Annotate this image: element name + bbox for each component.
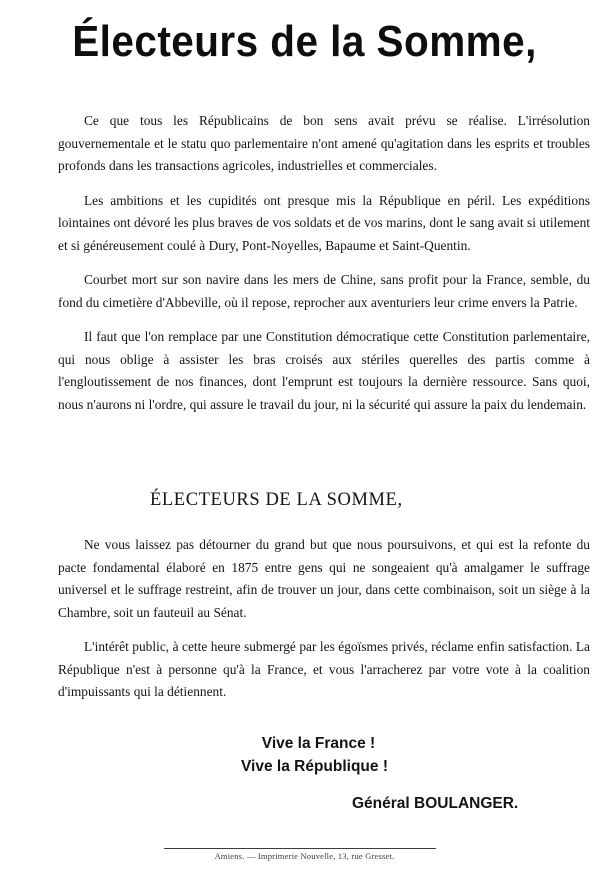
footer-divider: [164, 848, 436, 849]
paragraph-4: Il faut que l'on remplace par une Constitution démocratique cette Constitution parlementaire, qui nous oblige à assister les bras croisés aux stériles querelles des partis comme à l'engloutissement de nos finances, dont l'emprunt est toujours la dernière ressource. Sans quoi, nous n'aurons ni l'ordre, qui assure le travail du jour, ni la sécurité qui assure la paix du lendemain.: [58, 329, 590, 412]
paragraph-5: Ne vous laissez pas détourner du grand but que nous poursuivons, et qui est la refonte du pacte fondamental élaboré en 1875 entre gens qui ne songeaient qu'à amalgamer le suffrage universel et le suffrage restreint, afin de trouver un jour, dans cette combinaison, soit un siège à la Chambre, soit un fauteuil au Sénat.: [58, 537, 590, 620]
signature: Général BOULANGER.: [352, 795, 519, 812]
body-section-2: [58, 534, 590, 716]
paragraph-1: Ce que tous les Républicains de bon sens avait prévu se réalise. L'irrésolution gouvernementale et le statu quo parlementaire n'ont amené qu'agitation dans les esprits et troubles profonds dans les transactions agricoles, industrielles et commerciales.: [58, 113, 590, 173]
closing-vive-la-republique: Vive la République !: [240, 758, 388, 775]
printer-imprint: Amiens. — Imprimerie Nouvelle, 13, rue Gresset.: [214, 851, 395, 861]
body-section-1: [58, 110, 590, 416]
section-heading: ÉLECTEURS DE LA SOMME,: [150, 490, 403, 510]
paragraph-3: Courbet mort sur son navire dans les mers de Chine, sans profit pour la France, semble, du fond du cimetière d'Abbeville, où il repose, reprocher aux aventuriers leur crime envers la Patrie.: [58, 272, 590, 310]
closing-vive-la-france: Vive la France !: [261, 735, 376, 752]
paragraph-2: Les ambitions et les cupidités ont presque mis la République en péril. Les expéditions lointaines ont dévoré les plus braves de vos soldats et de vos marins, dont le sang avait si utilement et si généreusement coulé à Dury, Pont-Noyelles, Bapaume et Saint-Quentin.: [58, 192, 590, 253]
poster-title: Électeurs de la Somme,: [72, 17, 537, 66]
paragraph-6: L'intérêt public, à cette heure submergé par les égoïsmes privés, réclame enfin satisfaction. La République n'est à personne qu'à la France, et vous l'arracherez par votre vote à la coalition d'impuissants qui la détiennent.: [58, 639, 590, 699]
